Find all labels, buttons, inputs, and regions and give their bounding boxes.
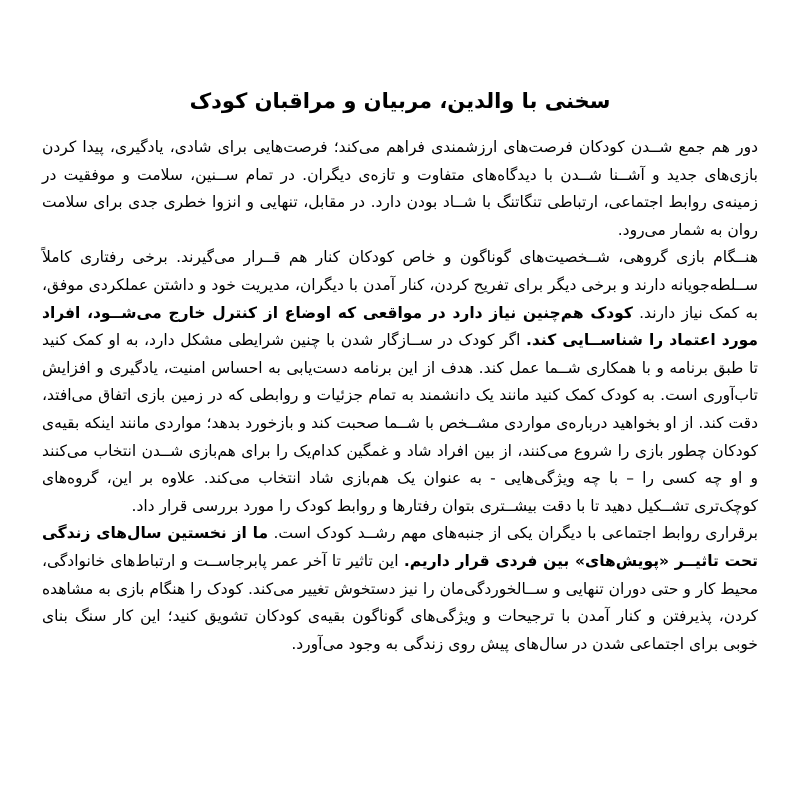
- bold-text-segment: ما از نخستین سال‌های زندگی تحت تاثیــر «پویش‌های» بین فردی قرار داریم.: [42, 524, 758, 570]
- paragraph-1: [42, 134, 758, 244]
- paragraph-2: [42, 244, 758, 520]
- paragraph-3: [42, 520, 758, 658]
- text-segment: اگر کودک در ســازگار شدن با چنین شرایطی مشکل دارد، به او کمک کنید تا طبق برنامه و با همکاری شــما عمل کند. هدف از این برنامه دست‌یابی به احساس امنیت، یادگیری و افزایش تاب‌آوری است. به کودک کمک کنید مانند یک دانشمند به تمام جزئیات و روابطی که در زمین بازی اتفاق می‌افتد، دقت کند. از او بخواهید درباره‌ی مواردی مشــخص با شــما صحبت کند و بازخورد بدهد؛ مواردی مانند اینکه بقیه‌ی کودکان چطور بازی را شروع می‌کنند، از بین افراد شاد و غمگین کدام‌یک را برای هم‌بازی شــدن انتخاب می‌کنند و او چه کسی را – با چه ویژگی‌هایی - به عنوان یک هم‌بازی شاد انتخاب می‌کند. علاوه بر این، گروه‌های کوچک‌تری تشــکیل دهید تا با دقت بیشــتری بتوان رفتارها و روابط کودک را مورد بررسی قرار داد.: [42, 331, 758, 515]
- text-segment: هنــگام بازی گروهی، شــخصیت‌های گوناگون و خاص کودکان کنار هم قــرار می‌گیرند. برخی رفتاری کاملاً ســلطه‌جویانه دارند و برخی دیگر برای تفریح کردن، کنار آمدن با دیگران، مدیریت خود و داشتن عملکردی موفق، به کمک نیاز دارند.: [42, 248, 758, 322]
- text-segment: برقراری روابط اجتماعی با دیگران یکی از جنبه‌های مهم رشــد کودک است.: [268, 524, 758, 543]
- article-body: [42, 134, 758, 658]
- text-segment: این تاثیر تا آخر عمر پابرجاســت و ارتباط‌های خانوادگی، محیط کار و حتی دوران تنهایی و ســالخوردگی‌مان را نیز دستخوش تغییر می‌کند. کودک را هنگام بازی به مشاهده کردن، پذیرفتن و کنار آمدن با ترجیحات و ویژگی‌های گوناگون بقیه‌ی کودکان تشویق کنید؛ این کار سنگ بنای خوبی برای اجتماعی شدن در سال‌های پیش روی زندگی به وجود می‌آورد.: [42, 551, 758, 653]
- page-title: سخنی با والدین، مربیان و مراقبان کودک: [189, 89, 611, 113]
- bold-text-segment: کودک هم‌چنین نیاز دارد در مواقعی که اوضاع از کنترل خارج می‌شــود، افراد مورد اعتماد را شناســایی کند.: [42, 303, 758, 350]
- text-segment: دور هم جمع شــدن کودکان فرصت‌های ارزشمندی فراهم می‌کند؛ فرصت‌هایی برای شادی، یادگیری، پیدا کردن بازی‌های جدید و آشــنا شــدن با دیدگاه‌های متفاوت و تازه‌ی دیگران. در تمام ســنین، سلامت و موفقیت در زمینه‌ی روابط اجتماعی، ارتباطی تنگاتنگ با شــاد بودن دارد. در مقابل، تنهایی و انزوا خطری جدی برای سلامت روان به شمار می‌رود.: [42, 138, 758, 239]
